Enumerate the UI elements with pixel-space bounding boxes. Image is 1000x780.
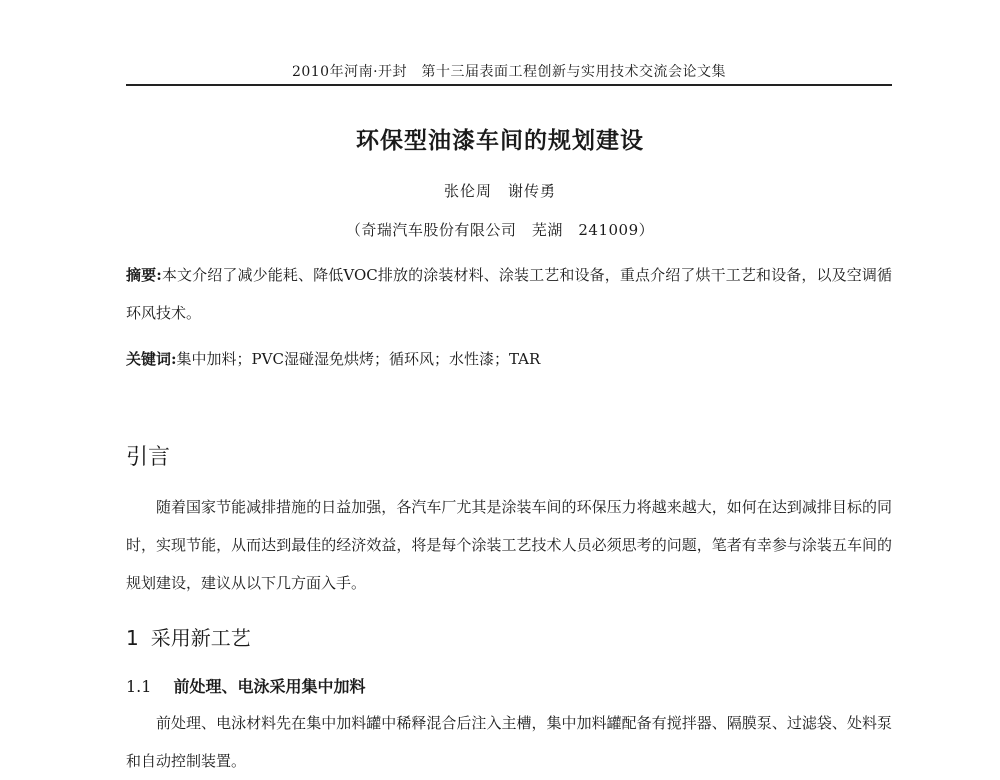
abstract — [126, 256, 892, 332]
running-header: 2010年河南·开封 第十三届表面工程创新与实用技术交流会论文集 — [291, 64, 727, 80]
section-1-1-heading — [126, 674, 365, 697]
section-1-heading — [126, 622, 251, 651]
section-1-1-number: 1.1 — [126, 677, 152, 696]
abstract-text: 本文介绍了减少能耗、降低VOC排放的涂装材料、涂装工艺和设备，重点介绍了烘干工艺和设备，以及空调循环风技术。 — [126, 266, 892, 322]
section-1-1-title: 前处理、电泳采用集中加料 — [173, 677, 366, 696]
intro-paragraph: 随着国家节能减排措施的日益加强，各汽车厂尤其是涂装车间的环保压力将越来越大，如何在达到减排目标的同时，实现节能，从而达到最佳的经济效益，将是每个涂装工艺技术人员必须思考的问题，笔者有幸参与涂装五车间的规划建设，建议从以下几方面入手。 — [126, 498, 892, 592]
paper-affiliation: （奇瑞汽车股份有限公司 芜湖 241009） — [345, 221, 655, 239]
section-1-1-paragraph: 前处理、电泳材料先在集中加料罐中稀释混合后注入主槽，集中加料罐配备有搅拌器、隔膜泵、过滤袋、处料泵和自动控制装置。 — [126, 714, 892, 770]
section-1-title: 采用新工艺 — [150, 626, 251, 650]
header-divider — [126, 84, 892, 86]
keywords — [126, 340, 892, 378]
abstract-label: 摘要: — [126, 266, 162, 284]
paper-authors: 张伦周 谢传勇 — [443, 182, 556, 200]
paper-title: 环保型油漆车间的规划建设 — [356, 127, 644, 154]
section-1-number: 1 — [126, 626, 139, 650]
keywords-text: 集中加料；PVC湿碰湿免烘烤；循环风；水性漆；TAR — [176, 350, 541, 368]
intro-heading: 引言 — [126, 445, 171, 470]
keywords-label: 关键词: — [126, 350, 177, 368]
